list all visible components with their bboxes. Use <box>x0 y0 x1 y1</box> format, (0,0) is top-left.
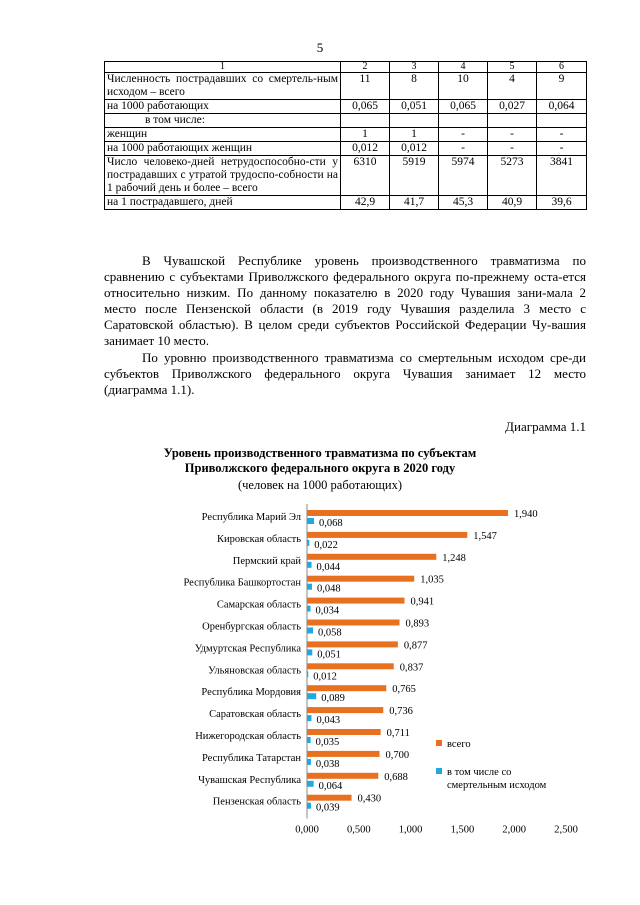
bar-total <box>307 510 508 516</box>
table-cell: 40,9 <box>488 196 537 210</box>
bar-fatal <box>307 671 308 677</box>
data-label-total: 0,837 <box>399 662 424 674</box>
data-label-fatal: 0,064 <box>318 780 343 792</box>
table-cell: 5919 <box>390 156 439 196</box>
table-cell: 0,012 <box>341 142 390 156</box>
row-label: Численность пострадавших со смертель-ным исходом – всего <box>105 73 341 100</box>
table-header-cell: 2 <box>341 62 390 73</box>
category-label: Ульяновская область <box>208 665 301 677</box>
legend-swatch <box>436 740 442 746</box>
bar-total <box>307 773 378 779</box>
chart-title-line: Приволжского федерального округа в 2020 году <box>184 461 456 475</box>
data-label-fatal: 0,051 <box>317 649 341 661</box>
x-tick-label: 1,500 <box>450 824 475 836</box>
bar-fatal <box>307 518 314 524</box>
data-label-fatal: 0,048 <box>316 583 341 595</box>
bar-total <box>307 554 436 560</box>
table-cell: 6310 <box>341 156 390 196</box>
data-label-total: 0,688 <box>384 771 408 783</box>
table-cell: 41,7 <box>390 196 439 210</box>
row-label: на 1000 работающих женщин <box>105 142 341 156</box>
table-cell: 0,065 <box>341 100 390 114</box>
row-label: женщин <box>105 128 341 142</box>
table-header-cell: 3 <box>390 62 439 73</box>
legend-label: всего <box>447 739 471 750</box>
bar-total <box>307 707 383 713</box>
table-cell: 4 <box>488 73 537 100</box>
x-tick-label: 1,000 <box>398 824 423 836</box>
bar-fatal <box>307 803 311 809</box>
bar-fatal <box>307 781 314 787</box>
bar-fatal <box>307 540 309 546</box>
bar-fatal <box>307 737 311 743</box>
table-cell: 0,027 <box>488 100 537 114</box>
chart-title-line: Уровень производственного травматизма по субъектам <box>163 446 477 460</box>
table-cell: 10 <box>439 73 488 100</box>
table-header-cell: 6 <box>537 62 587 73</box>
bar-fatal <box>307 628 313 634</box>
bar-total <box>307 795 352 801</box>
table-cell: 1 <box>390 128 439 142</box>
category-label: Оренбургская область <box>202 621 301 633</box>
bar-fatal <box>307 715 311 721</box>
category-label: Пермский край <box>232 555 301 567</box>
table-cell: 42,9 <box>341 196 390 210</box>
data-label-total: 0,877 <box>403 640 428 652</box>
table-cell: 8 <box>390 73 439 100</box>
table-cell: 0,012 <box>390 142 439 156</box>
data-label-total: 1,940 <box>513 509 538 520</box>
table-cell: 11 <box>341 73 390 100</box>
category-label: Республика Мордовия <box>201 687 301 699</box>
data-label-fatal: 0,039 <box>316 802 340 814</box>
table-header-cell: 5 <box>488 62 537 73</box>
table-cell: 39,6 <box>537 196 587 210</box>
category-label: Саратовская область <box>209 709 301 721</box>
data-label-total: 0,941 <box>410 596 435 608</box>
data-label-fatal: 0,035 <box>315 737 340 748</box>
table-cell: - <box>537 142 587 156</box>
table-cell: - <box>488 142 537 156</box>
data-label-total: 0,736 <box>389 706 413 718</box>
bar-total <box>307 641 398 647</box>
diagram-label: Диаграмма 1.1 <box>505 419 586 434</box>
page-number: 5 <box>316 40 324 55</box>
row-label: в том числе: <box>105 114 341 128</box>
data-label-fatal: 0,058 <box>318 627 342 639</box>
table-cell: 5273 <box>488 156 537 196</box>
x-tick-label: 0,500 <box>346 824 371 836</box>
bar-total <box>307 663 394 669</box>
category-label: Чувашская Республика <box>198 774 301 786</box>
category-label: Республика Марий Эл <box>201 512 301 523</box>
data-label-total: 0,893 <box>405 618 430 630</box>
legend-label: в том числе со <box>447 767 512 778</box>
category-label: Нижегородская область <box>195 731 301 742</box>
bar-total <box>307 729 381 735</box>
bar-fatal <box>307 606 311 612</box>
legend-label: смертельным исходом <box>447 780 547 791</box>
table-cell: 0,051 <box>390 100 439 114</box>
table-cell: 0,065 <box>439 100 488 114</box>
bar-total <box>307 751 380 757</box>
row-label: на 1 пострадавшего, дней <box>105 196 341 210</box>
x-tick-label: 0,000 <box>295 824 319 836</box>
data-label-fatal: 0,089 <box>321 693 345 705</box>
x-tick-label: 2,500 <box>554 824 578 836</box>
bar-fatal <box>307 759 311 765</box>
table-cell: - <box>488 128 537 142</box>
data-label-total: 0,765 <box>392 684 416 696</box>
bar-total <box>307 532 467 538</box>
data-label-total: 0,700 <box>385 749 410 761</box>
data-label-fatal: 0,012 <box>313 671 337 683</box>
data-label-fatal: 0,034 <box>315 605 340 617</box>
bar-total <box>307 620 400 626</box>
category-label: Республика Башкортостан <box>183 577 301 589</box>
row-label: Число человеко-дней нетрудоспособно-сти у пострадавших с утратой трудоспо-собности на 1 рабочий день и более – всего <box>105 156 341 196</box>
row-label: на 1000 работающих <box>105 100 341 114</box>
table-header-cell: 4 <box>439 62 488 73</box>
bar-total <box>307 685 386 691</box>
data-label-fatal: 0,044 <box>316 561 341 573</box>
legend-swatch <box>436 768 442 774</box>
table-cell: 3841 <box>537 156 587 196</box>
bar-total <box>307 598 404 604</box>
data-label-total: 1,547 <box>473 530 497 542</box>
category-label: Самарская область <box>216 599 301 611</box>
table-cell: 1 <box>341 128 390 142</box>
bar-fatal <box>307 584 312 590</box>
data-label-fatal: 0,068 <box>319 518 343 529</box>
table-cell: - <box>439 142 488 156</box>
data-label-fatal: 0,022 <box>314 539 338 551</box>
category-label: Кировская область <box>216 533 301 545</box>
table-cell: 45,3 <box>439 196 488 210</box>
table-cell: 9 <box>537 73 587 100</box>
category-label: Пензенская область <box>212 796 301 808</box>
x-tick-label: 2,000 <box>502 824 527 836</box>
data-label-fatal: 0,043 <box>316 715 341 727</box>
bar-fatal <box>307 693 316 699</box>
data-label-fatal: 0,038 <box>315 758 340 770</box>
bar-total <box>307 576 414 582</box>
category-label: Республика Татарстан <box>201 752 301 764</box>
data-label-total: 1,035 <box>420 574 444 586</box>
paragraph-ranking: В Чувашской Республике уровень производственного травматизма по сравнению с субъектами Приволжского федерального округа по-прежнему оста-ется относительно низким. По данному показателю в 2020 году Чувашия зани-мала 2 место после Пензенской области (в 2019 году Чувашия разделила 3 место с Саратовской областью). В целом среди субъектов Российской Федерации Чу-вашия занимает 10 место. <box>104 253 586 348</box>
table-cell: 0,064 <box>537 100 587 114</box>
data-label-total: 0,711 <box>386 728 410 739</box>
bar-fatal <box>307 649 312 655</box>
table-cell: - <box>439 128 488 142</box>
bar-fatal <box>307 562 312 568</box>
table-cell: - <box>537 128 587 142</box>
table-cell: 5974 <box>439 156 488 196</box>
chart-subtitle: (человек на 1000 работающих) <box>237 478 403 492</box>
data-label-total: 0,430 <box>357 793 382 805</box>
data-label-total: 1,248 <box>442 552 466 564</box>
category-label: Удмуртская Республика <box>194 643 301 655</box>
table-header-cell: 1 <box>105 62 341 73</box>
paragraph-fatal: По уровню производственного травматизма со смертельным исходом сре-ди субъектов Приволжского федерального округа Чувашия занимает 12 место (диаграмма 1.1). <box>104 350 586 397</box>
